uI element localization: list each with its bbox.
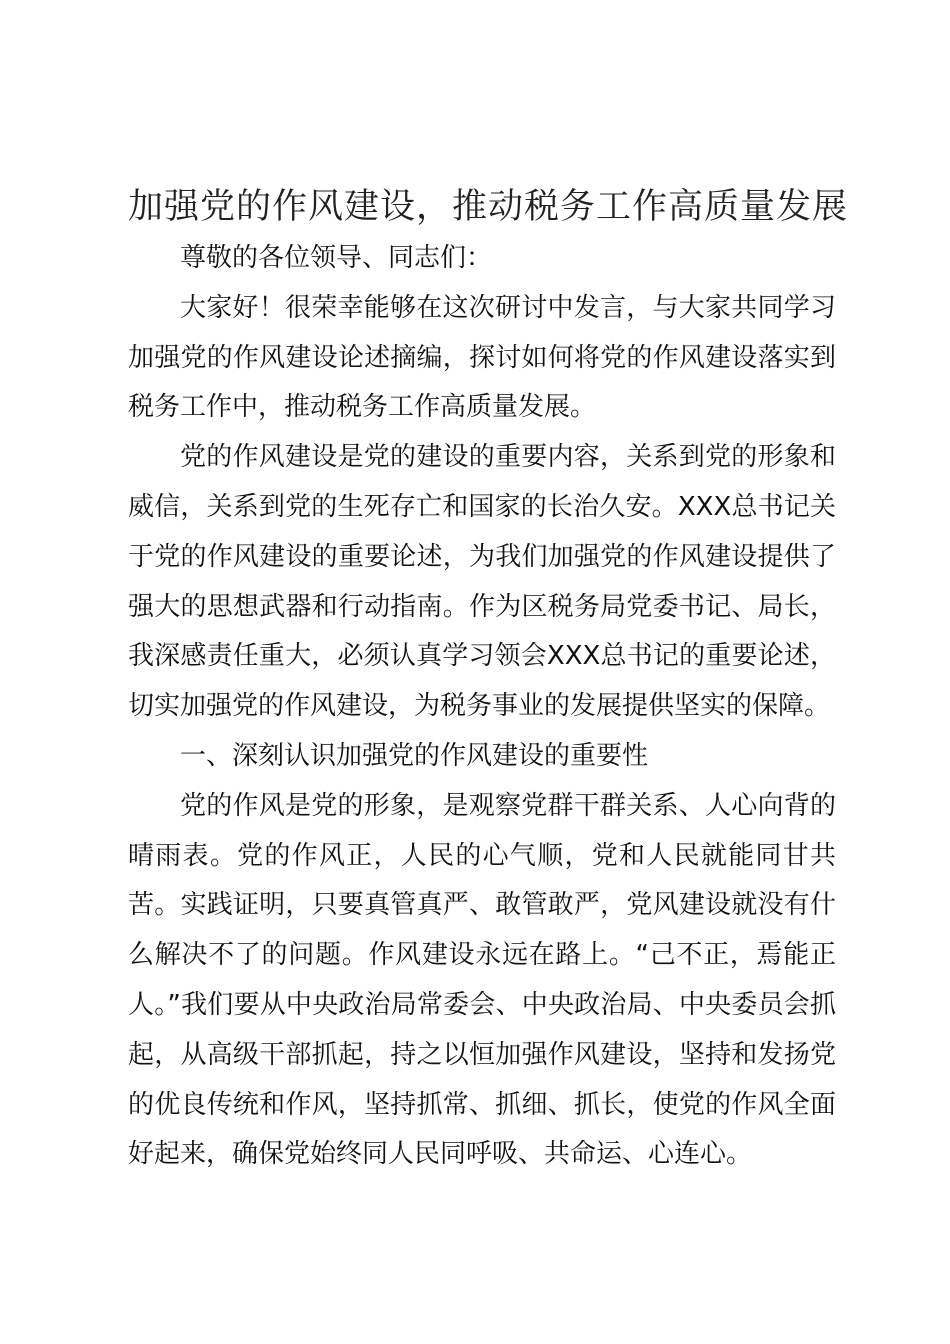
body-paragraph: 党的作风建设是党的建设的重要内容，关系到党的形象和威信，关系到党的生死存亡和国家的长治久安。XXX总书记关于党的作风建设的重要论述，为我们加强党的作风建设提供了强大的思想武器和行动指南。作为区税务局党委书记、局长，我深感责任重大，必须认真学习领会XXX总书记的重要论述，切实加强党的作风建设，为税务事业的发展提供坚实的保障。 (128, 442, 836, 722)
opening-paragraph: 大家好！很荣幸能够在这次研讨中发言，与大家共同学习加强党的作风建设论述摘编，探讨如何将党的作风建设落实到税务工作中，推动税务工作高质量发展。 (128, 292, 836, 423)
document-title: 加强党的作风建设，推动税务工作高质量发展 (128, 187, 849, 227)
document-body (128, 234, 836, 1180)
section-heading: 一、深刻认识加强党的作风建设的重要性 (180, 740, 649, 771)
salutation-paragraph: 尊敬的各位领导、同志们： (180, 243, 493, 273)
body-paragraph: 党的作风是党的形象，是观察党群干群关系、人心向背的晴雨表。党的作风正，人民的心气顺，党和人民就能同甘共苦。实践证明，只要真管真严、敢管敢严，党风建设就没有什么解决不了的问题。作风建设永远在路上。“己不正，焉能正人。”我们要从中央政治局常委会、中央政治局、中央委员会抓起，从高级干部抓起，持之以恒加强作风建设，坚持和发扬党的优良传统和作风，坚持抓常、抓细、抓长，使党的作风全面好起来，确保党始终同人民同呼吸、共命运、心连心。 (128, 790, 836, 1170)
